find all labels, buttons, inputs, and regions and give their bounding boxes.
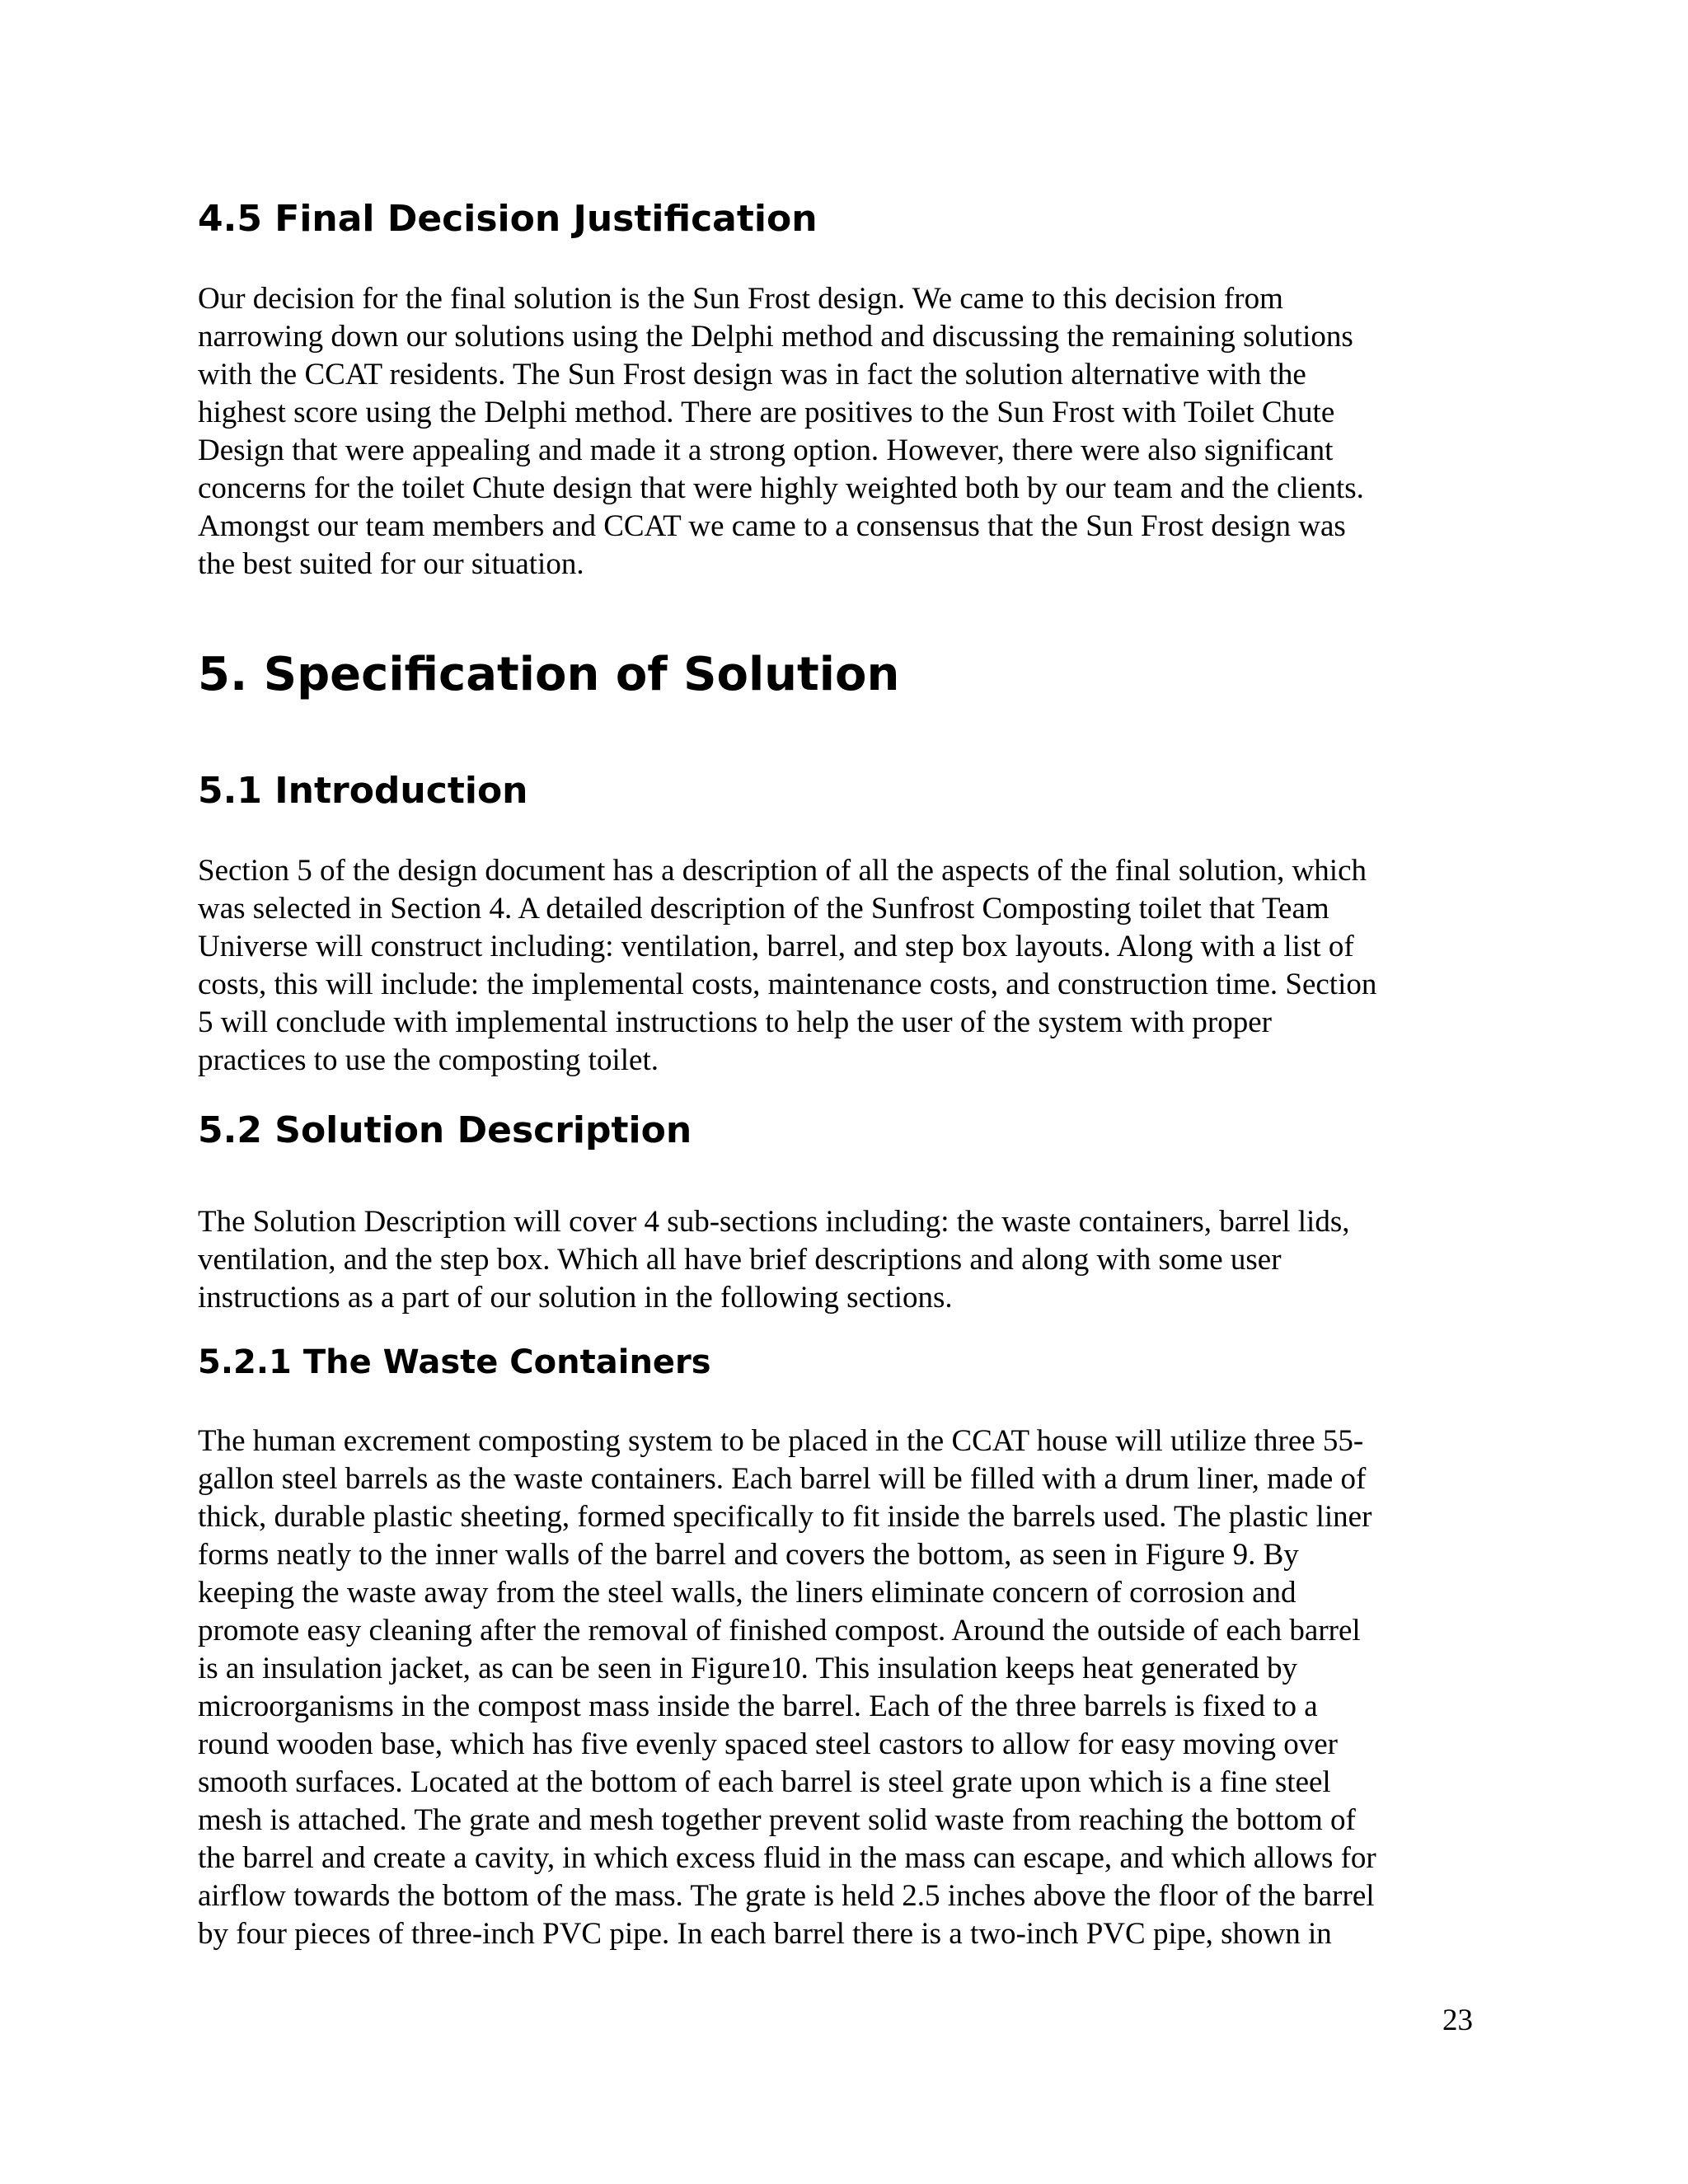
text-line: The Solution Description will cover 4 sub-sections including: the waste containers, barrel lids, (198, 1205, 1350, 1239)
text-line: forms neatly to the inner walls of the barrel and covers the bottom, as seen in Figure 9. By (198, 1538, 1299, 1572)
text-line: thick, durable plastic sheeting, formed specifically to fit inside the barrels used. The plastic liner (198, 1500, 1372, 1534)
text-line: costs, this will include: the implemental costs, maintenance costs, and construction time. Section (198, 968, 1377, 1001)
page-number: 23 (1442, 2004, 1473, 2037)
text-line: airflow towards the bottom of the mass. The grate is held 2.5 inches above the floor of the barrel (198, 1879, 1375, 1913)
text-line: 5 will conclude with implemental instructions to help the user of the system with proper (198, 1005, 1272, 1039)
section-heading-5-2-1: 5.2.1 The Waste Containers (198, 1343, 711, 1381)
text-line: promote easy cleaning after the removal of finished compost. Around the outside of each barrel (198, 1614, 1361, 1647)
paragraph-5-2 (198, 1203, 1484, 1317)
text-line: with the CCAT residents. The Sun Frost design was in fact the solution alternative with the (198, 358, 1306, 391)
paragraph-4-5 (198, 280, 1484, 583)
text-line: smooth surfaces. Located at the bottom of each barrel is steel grate upon which is a fine steel (198, 1765, 1331, 1799)
section-heading-4-5: 4.5 Final Decision Justification (198, 198, 818, 240)
text-line: is an insulation jacket, as can be seen in Figure10. This insulation keeps heat generated by (198, 1652, 1298, 1685)
section-heading-5-1: 5.1 Introduction (198, 770, 528, 812)
text-line: ventilation, and the step box. Which all have brief descriptions and along with some user (198, 1243, 1282, 1277)
text-line: concerns for the toilet Chute design that were highly weighted both by our team and the clients. (198, 471, 1364, 505)
text-line: The human excrement composting system to be placed in the CCAT house will utilize three 55- (198, 1424, 1364, 1458)
text-line: the best suited for our situation. (198, 547, 584, 581)
text-line: the barrel and create a cavity, in which excess fluid in the mass can escape, and which allows for (198, 1841, 1376, 1875)
text-line: Amongst our team members and CCAT we came to a consensus that the Sun Frost design was (198, 509, 1346, 543)
text-line: by four pieces of three-inch PVC pipe. In each barrel there is a two-inch PVC pipe, shown in (198, 1917, 1332, 1951)
text-line: keeping the waste away from the steel walls, the liners eliminate concern of corrosion and (198, 1576, 1296, 1610)
document-page (198, 0, 1484, 2184)
text-line: practices to use the composting toilet. (198, 1043, 659, 1077)
text-line: Our decision for the final solution is the Sun Frost design. We came to this decision from (198, 282, 1283, 316)
text-line: instructions as a part of our solution in the following sections. (198, 1281, 953, 1315)
text-line: round wooden base, which has five evenly spaced steel castors to allow for easy moving over (198, 1727, 1338, 1761)
paragraph-5-1 (198, 852, 1484, 1080)
section-heading-5-2: 5.2 Solution Description (198, 1109, 692, 1151)
text-line: mesh is attached. The grate and mesh together prevent solid waste from reaching the bottom of (198, 1803, 1356, 1837)
text-line: microorganisms in the compost mass inside the barrel. Each of the three barrels is fixed to a (198, 1690, 1318, 1723)
section-heading-5: 5. Specification of Solution (198, 648, 900, 701)
text-line: Design that were appealing and made it a strong option. However, there were also significant (198, 434, 1334, 467)
text-line: Universe will construct including: ventilation, barrel, and step box layouts. Along with a list of (198, 930, 1354, 963)
paragraph-5-2-1 (198, 1422, 1484, 1953)
text-line: gallon steel barrels as the waste containers. Each barrel will be filled with a drum liner, made of (198, 1462, 1367, 1496)
text-line: highest score using the Delphi method. There are positives to the Sun Frost with Toilet Chute (198, 396, 1335, 429)
text-line: Section 5 of the design document has a description of all the aspects of the final solution, which (198, 854, 1367, 888)
text-line: was selected in Section 4. A detailed description of the Sunfrost Composting toilet that Team (198, 892, 1329, 926)
text-line: narrowing down our solutions using the Delphi method and discussing the remaining solutions (198, 320, 1353, 354)
